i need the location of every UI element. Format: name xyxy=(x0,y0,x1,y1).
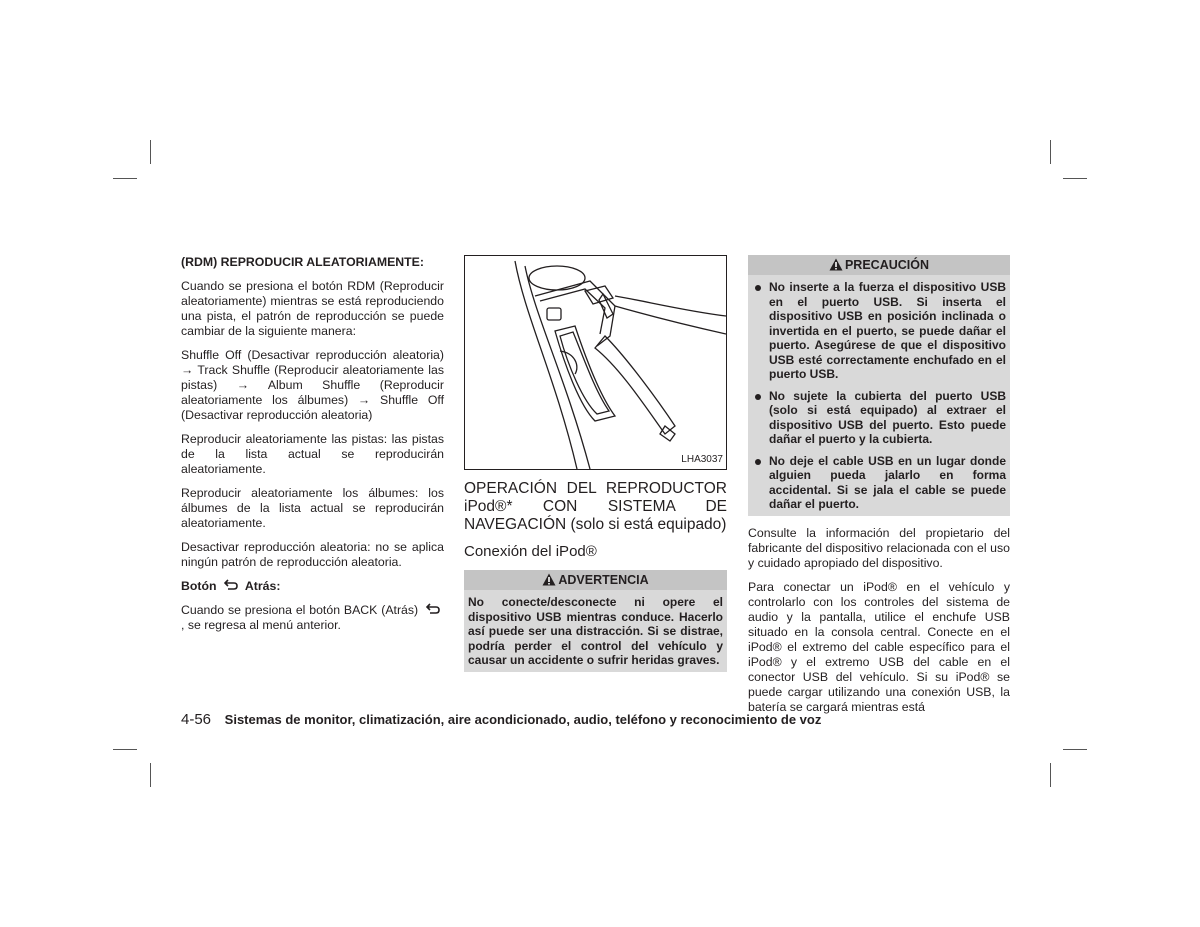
crop-mark xyxy=(1063,178,1087,179)
caution-list xyxy=(752,280,1006,512)
back-arrow-icon xyxy=(422,603,444,618)
warning-triangle-icon xyxy=(542,572,556,585)
warning-box xyxy=(464,570,727,672)
chapter-title: Sistemas de monitor, climatización, aire acondicionado, audio, teléfono y reconocimiento de voz xyxy=(224,712,822,727)
paragraph: Shuffle Off (Desactivar reproducción aleatoria) → Track Shuffle (Reproducir aleatoriamente las pistas) → Album Shuffle (Reproducir aleatoriamente los álbumes) → Shuffle Off (Desactivar reproducción aleatoria) xyxy=(181,348,444,422)
warning-header: ADVERTENCIA xyxy=(464,570,727,590)
bullet-icon xyxy=(755,459,761,465)
warning-triangle-icon xyxy=(829,257,843,270)
warning-text: No conecte/desconecte ni opere el dispositivo USB mientras conduce. Hacerlo así puede ser una distracción. Si se distrae, podría perder el control del vehículo y causar un accidente o sufrir heridas graves. xyxy=(468,595,723,667)
bullet-icon xyxy=(755,285,761,291)
column-middle xyxy=(464,255,727,682)
paragraph: Desactivar reproducción aleatoria: no se aplica ningún patrón de reproducción aleatoria. xyxy=(181,540,444,569)
crop-mark xyxy=(150,763,151,787)
figure-id: LHA3037 xyxy=(681,454,723,465)
center-console-drawing xyxy=(465,256,726,469)
list-item: No inserte a la fuerza el dispositivo USB en el puerto USB. Si inserta el dispositivo USB en posición inclinada o invertida en el puerto, se puede dañar el puerto. Asegúrese de que el dispositivo USB esté correctamente enchufado en el puerto USB. xyxy=(752,280,1006,382)
back-button-heading: Botón Atrás: xyxy=(181,579,281,593)
section-title: OPERACIÓN DEL REPRODUCTOR iPod®* CON SISTEMA DE NAVEGACIÓN (solo si está equipado) xyxy=(464,480,727,533)
paragraph: Consulte la información del propietario del fabricante del dispositivo relacionada con el uso y cuidado apropiado del dispositivo. xyxy=(748,525,1010,570)
paragraph: Para conectar un iPod® en el vehículo y controlarlo con los controles del sistema de audio y la pantalla, utilice el enchufe USB situado en la consola central. Conecte en el iPod® el extremo del cable específico para el iPod® y el extremo USB del cable en el conector USB del vehículo. Si su iPod® se puede cargar utilizando una conexión USB, la batería se cargará mientras está xyxy=(748,579,1010,714)
section-subtitle: Conexión del iPod® xyxy=(464,543,597,560)
column-left xyxy=(181,255,444,642)
rdm-heading: (RDM) REPRODUCIR ALEATORIAMENTE: xyxy=(181,255,424,269)
paragraph: Cuando se presiona el botón RDM (Reproducir aleatoriamente) mientras se está reproduciendo una pista, el patrón de reproducción se puede cambiar de la siguiente manera: xyxy=(181,279,444,338)
crop-mark xyxy=(1063,749,1087,750)
list-item: No deje el cable USB en un lugar donde alguien pueda jalarlo en forma accidental. Si se jala el cable se puede dañar el puerto. xyxy=(752,454,1006,512)
bullet-icon xyxy=(755,394,761,400)
page-footer xyxy=(181,711,821,728)
paragraph: Reproducir aleatoriamente los álbumes: los álbumes de la lista actual se reproducirán aleatoriamente. xyxy=(181,486,444,530)
crop-mark xyxy=(113,178,137,179)
paragraph: Cuando se presiona el botón BACK (Atrás) , se regresa al menú anterior. xyxy=(181,603,444,633)
paragraph: Reproducir aleatoriamente las pistas: las pistas de la lista actual se reproducirán aleatoriamente. xyxy=(181,432,444,476)
crop-mark xyxy=(1050,763,1051,787)
list-item: No sujete la cubierta del puerto USB (solo si está equipado) al extraer el dispositivo USB del puerto. Esto puede dañar el puerto y la cubierta. xyxy=(752,389,1006,447)
crop-mark xyxy=(150,140,151,164)
crop-mark xyxy=(1050,140,1051,164)
back-arrow-icon xyxy=(220,579,242,594)
page-number: 4-56 xyxy=(181,711,212,728)
crop-mark xyxy=(113,749,137,750)
usb-port-illustration xyxy=(464,255,727,470)
caution-header: PRECAUCIÓN xyxy=(748,255,1010,275)
column-right xyxy=(748,255,1010,724)
caution-box xyxy=(748,255,1010,516)
